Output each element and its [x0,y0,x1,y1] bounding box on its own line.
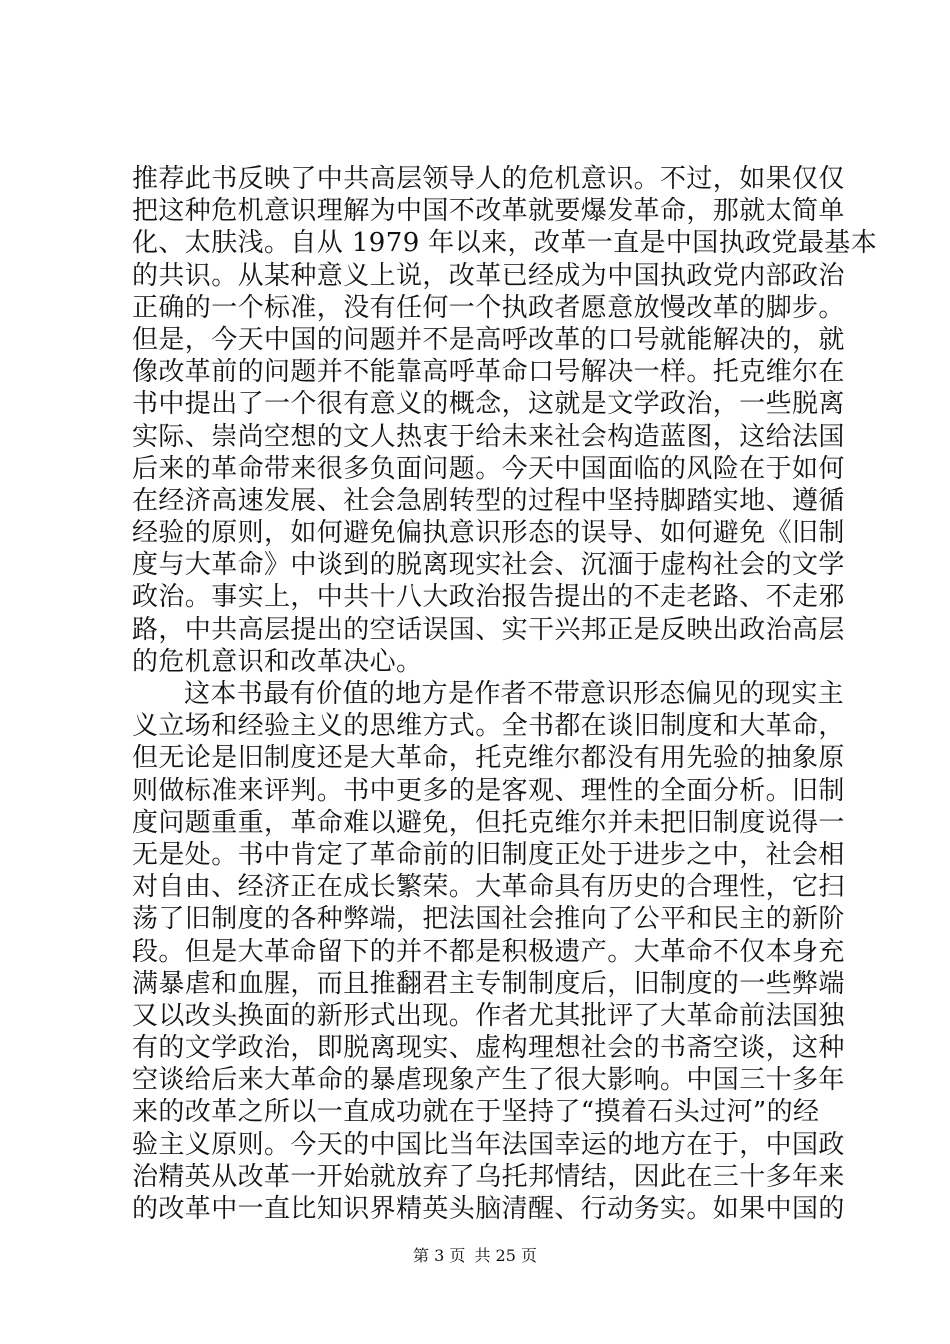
text-line: 则做标准来评判。书中更多的是客观、理性的全面分析。旧制 [132,775,845,806]
text-line: 像改革前的问题并不能靠高呼革命口号解决一样。托克维尔在 [132,357,845,388]
text-line: 的共识。从某种意义上说，改革已经成为中国执政党内部政治 [132,260,845,291]
paragraph-start-line: 这本书最有价值的地方是作者不带意识形态偏见的现实主 [184,679,845,709]
text-line: 经验的原则，如何避免偏执意识形态的误导、如何避免《旧制 [132,518,845,549]
text-line: 有的文学政治，即脱离现实、虚构理想社会的书斋空谈，这种 [132,1033,845,1064]
text-line: 段。但是大革命留下的并不都是积极遗产。大革命不仅本身充 [132,936,845,967]
text-line: 把这种危机意识理解为中国不改革就要爆发革命，那就太简单 [132,196,845,227]
text-line: 实际、崇尚空想的文人热衷于给未来社会构造蓝图，这给法国 [132,421,845,452]
page-total: 共 25 页 [474,1246,537,1265]
text-line: 对自由、经济正在成长繁荣。大革命具有历史的合理性，它扫 [132,872,845,903]
text-line: 空谈给后来大革命的暴虐现象产生了很大影响。中国三十多年 [132,1065,845,1096]
text-line: 化、太肤浅。自从 1979 年以来，改革一直是中国执政党最基本 [132,228,878,259]
text-line: 但无论是旧制度还是大革命，托克维尔都没有用先验的抽象原 [132,743,845,774]
body-text [132,163,878,1225]
page-number: 第 3 页 [413,1246,466,1265]
text-line: 治精英从改革一开始就放弃了乌托邦情结，因此在三十多年来 [132,1161,845,1192]
text-line: 满暴虐和血腥，而且推翻君主专制制度后，旧制度的一些弊端 [132,968,845,999]
text-line: 来的改革之所以一直成功就在于坚持了“摸着石头过河”的经 [132,1097,820,1128]
text-line: 的危机意识和改革决心。 [132,646,423,677]
text-line: 验主义原则。今天的中国比当年法国幸运的地方在于，中国政 [132,1129,845,1160]
text-line: 荡了旧制度的各种弊端，把法国社会推向了公平和民主的新阶 [132,904,845,935]
text-line: 的改革中一直比知识界精英头脑清醒、行动务实。如果中国的 [132,1194,845,1224]
text-line: 正确的一个标准，没有任何一个执政者愿意放慢改革的脚步。 [132,292,845,323]
page-footer [0,1243,950,1266]
text-line: 但是，今天中国的问题并不是高呼改革的口号就能解决的，就 [132,324,845,355]
text-line: 度与大革命》中谈到的脱离现实社会、沉湎于虚构社会的文学 [132,550,845,581]
text-line: 义立场和经验主义的思维方式。全书都在谈旧制度和大革命， [132,711,845,742]
text-line: 路，中共高层提出的空话误国、实干兴邦正是反映出政治高层 [132,614,845,645]
text-line: 无是处。书中肯定了革命前的旧制度正处于进步之中，社会相 [132,839,845,870]
text-line: 书中提出了一个很有意义的概念，这就是文学政治，一些脱离 [132,389,845,420]
text-line: 政治。事实上，中共十八大政治报告提出的不走老路、不走邪 [132,582,845,613]
text-line: 后来的革命带来很多负面问题。今天中国面临的风险在于如何 [132,453,845,484]
text-line: 度问题重重，革命难以避免，但托克维尔并未把旧制度说得一 [132,807,845,838]
text-line: 在经济高速发展、社会急剧转型的过程中坚持脚踏实地、遵循 [132,485,845,516]
text-line: 又以改头换面的新形式出现。作者尤其批评了大革命前法国独 [132,1000,845,1031]
text-line: 推荐此书反映了中共高层领导人的危机意识。不过，如果仅仅 [132,164,845,194]
